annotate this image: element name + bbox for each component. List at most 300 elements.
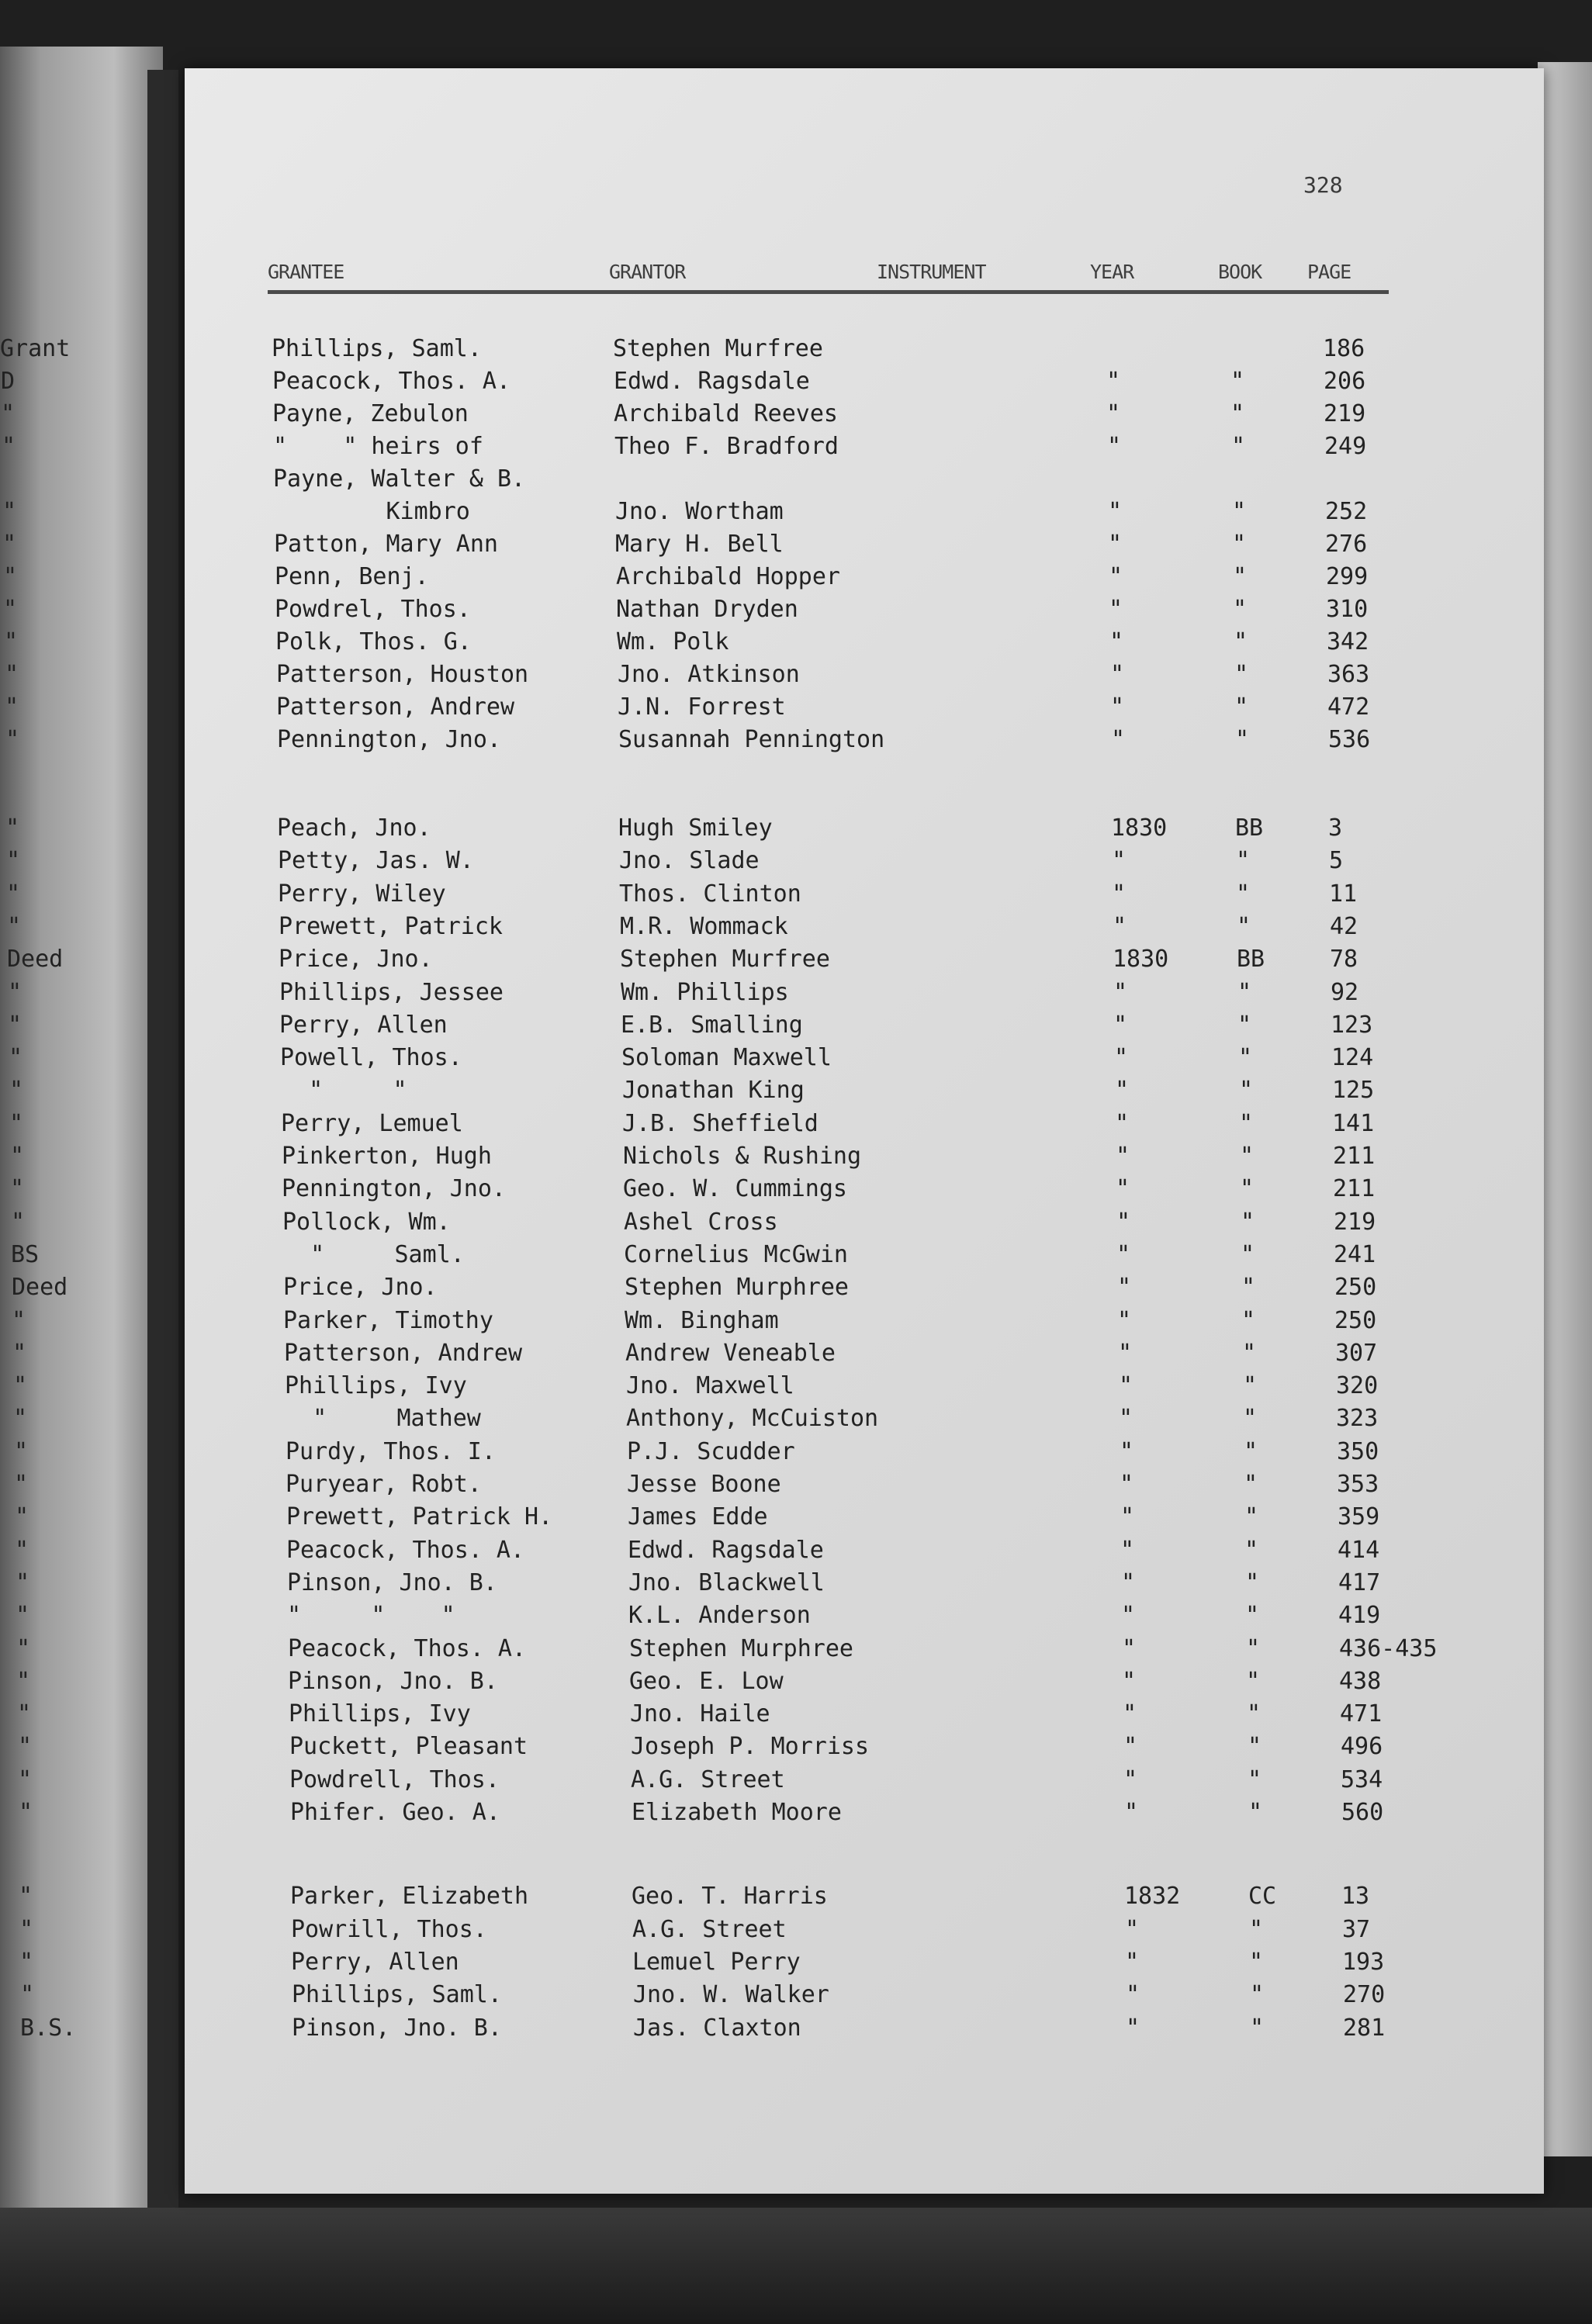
cell-book: " <box>1237 1011 1252 1039</box>
cell-grantee: Peach, Jno. <box>277 814 431 842</box>
cell-instrument: B.S. <box>20 2014 77 2042</box>
cell-book: " <box>1244 1536 1259 1564</box>
cell-book: " <box>1243 1372 1258 1400</box>
table-row <box>0 1635 1592 1666</box>
table-row <box>0 913 1592 944</box>
cell-grantee: Phillips, Saml. <box>292 1981 502 2009</box>
cell-page: 5 <box>1329 847 1344 875</box>
cell-grantee: Powdrell, Thos. <box>289 1765 500 1793</box>
cell-grantor: A.G. Street <box>632 1915 787 1943</box>
cell-grantee: Puckett, Pleasant <box>289 1733 528 1761</box>
cell-page: 438 <box>1339 1667 1382 1695</box>
cell-page: 359 <box>1338 1503 1380 1531</box>
cell-grantor: Jas. Claxton <box>633 2014 801 2042</box>
cell-page: 141 <box>1332 1109 1375 1137</box>
cell-instrument: " <box>1 400 16 427</box>
cell-instrument: " <box>12 1306 26 1334</box>
table-row <box>0 1733 1592 1764</box>
cell-book: " <box>1244 1503 1259 1531</box>
table-row <box>0 563 1592 594</box>
cell-grantee: Perry, Lemuel <box>281 1109 463 1137</box>
cell-year: " <box>1115 1077 1130 1105</box>
cell-instrument: " <box>13 1405 28 1433</box>
cell-grantor: Anthony, McCuiston <box>626 1405 879 1433</box>
cell-grantee: Pinkerton, Hugh <box>282 1143 492 1170</box>
cell-page: 37 <box>1342 1915 1371 1943</box>
cell-page: 3 <box>1328 814 1343 842</box>
cell-book: " <box>1231 433 1246 460</box>
table-row <box>0 1471 1592 1502</box>
cell-year: " <box>1116 1208 1131 1236</box>
table-row <box>0 1012 1592 1043</box>
cell-year: " <box>1119 1405 1133 1433</box>
cell-instrument: " <box>14 1471 29 1498</box>
table-row <box>0 465 1592 496</box>
table-row <box>0 1700 1592 1731</box>
cell-grantor: Andrew Veneable <box>625 1339 836 1367</box>
cell-instrument: " <box>12 1339 27 1367</box>
cell-instrument: " <box>2 498 17 525</box>
cell-grantor: K.L. Anderson <box>628 1602 811 1630</box>
cell-grantee: " " " <box>287 1602 455 1630</box>
cell-year: " <box>1117 1274 1132 1302</box>
cell-grantor: Stephen Murphree <box>629 1634 853 1662</box>
cell-grantor: Jno. Blackwell <box>628 1568 825 1596</box>
cell-grantee: " " heirs of <box>273 433 483 460</box>
cell-year: " <box>1123 1765 1138 1793</box>
table-row <box>0 1175 1592 1206</box>
cell-book: " <box>1237 912 1251 940</box>
cell-grantee: Phillips, Ivy <box>289 1700 471 1728</box>
cell-instrument: " <box>14 1437 29 1465</box>
table-row <box>0 1668 1592 1699</box>
cell-grantee: Peacock, Thos. A. <box>272 368 511 395</box>
cell-year: " <box>1113 912 1127 940</box>
cell-grantee: Powell, Thos. <box>280 1044 462 1072</box>
cell-page: 206 <box>1324 368 1366 395</box>
table-row <box>0 1503 1592 1534</box>
cell-grantor: Jno. Wortham <box>615 498 784 525</box>
cell-page: 92 <box>1331 978 1359 1006</box>
cell-instrument: " <box>5 693 19 721</box>
cell-page: 124 <box>1331 1044 1374 1072</box>
cell-book: " <box>1234 693 1249 721</box>
cell-grantor: Nathan Dryden <box>616 596 798 623</box>
cell-grantee: Purdy, Thos. I. <box>286 1437 496 1465</box>
cell-instrument: " <box>5 726 20 753</box>
cell-instrument: " <box>10 1143 25 1170</box>
cell-grantee: Puryear, Robt. <box>286 1471 482 1498</box>
cell-instrument: " <box>16 1602 30 1630</box>
cell-page: 307 <box>1335 1339 1378 1367</box>
cell-book: " <box>1248 1733 1262 1761</box>
cell-book: " <box>1233 563 1248 590</box>
cell-year: " <box>1125 1948 1140 1976</box>
table-row <box>0 1209 1592 1240</box>
cell-grantee: Pollock, Wm. <box>282 1208 451 1236</box>
cell-book: " <box>1246 1634 1261 1662</box>
cell-instrument: " <box>8 1011 22 1039</box>
cell-book: " <box>1233 596 1248 623</box>
cell-page: 342 <box>1327 628 1369 655</box>
table-row <box>0 368 1592 399</box>
table-row <box>0 1405 1592 1436</box>
cell-year: " <box>1110 661 1125 688</box>
cell-book: " <box>1232 498 1247 525</box>
header-book: BOOK <box>1218 261 1262 283</box>
cell-book: " <box>1238 1044 1253 1072</box>
cell-grantor: M.R. Wommack <box>620 912 788 940</box>
cell-instrument: " <box>16 1634 31 1662</box>
cell-book: " <box>1232 531 1247 558</box>
table-row <box>0 1044 1592 1075</box>
cell-grantee: Patterson, Andrew <box>284 1339 523 1367</box>
cell-grantee: Patton, Mary Ann <box>274 531 498 558</box>
cell-grantee: Price, Jno. <box>279 946 433 974</box>
cell-page: 241 <box>1334 1240 1376 1268</box>
cell-grantor: Geo. W. Cummings <box>623 1175 847 1203</box>
cell-year: 1830 <box>1113 946 1169 974</box>
cell-page: 186 <box>1323 335 1365 362</box>
table-row <box>0 1110 1592 1141</box>
table-row <box>0 1981 1592 2012</box>
cell-page: 11 <box>1329 880 1358 908</box>
table-row <box>0 1949 1592 1980</box>
cell-year: " <box>1125 1915 1140 1943</box>
cell-instrument: " <box>9 1044 23 1072</box>
cell-year: " <box>1121 1568 1136 1596</box>
cell-year: " <box>1122 1667 1137 1695</box>
cell-year: " <box>1112 880 1127 908</box>
cell-grantor: Geo. T. Harris <box>632 1883 828 1911</box>
header-year: YEAR <box>1090 261 1134 283</box>
table-row <box>0 661 1592 692</box>
cell-book: " <box>1242 1339 1257 1367</box>
cell-year: " <box>1109 628 1124 655</box>
cell-instrument: " <box>16 1568 30 1596</box>
cell-year: " <box>1126 1981 1140 2009</box>
cell-year: " <box>1116 1240 1131 1268</box>
cell-book: " <box>1241 1274 1256 1302</box>
cell-page: 211 <box>1333 1143 1376 1170</box>
cell-book: " <box>1249 1948 1264 1976</box>
cell-instrument: " <box>8 978 22 1006</box>
cell-grantor: Jno. Slade <box>619 847 760 875</box>
cell-grantee: Prewett, Patrick H. <box>286 1503 553 1531</box>
cell-page: 472 <box>1327 693 1370 721</box>
cell-page: 299 <box>1326 563 1369 590</box>
cell-page: 320 <box>1336 1372 1379 1400</box>
cell-year: " <box>1121 1602 1136 1630</box>
cell-grantee: Pennington, Jno. <box>277 726 501 753</box>
cell-instrument: " <box>6 880 21 908</box>
cell-year: " <box>1118 1339 1133 1367</box>
cell-grantee: Payne, Zebulon <box>272 400 469 427</box>
cell-instrument: BS <box>11 1240 40 1268</box>
cell-grantee: Powrill, Thos. <box>291 1915 487 1943</box>
cell-book: " <box>1241 1306 1256 1334</box>
cell-page: 250 <box>1334 1306 1377 1334</box>
cell-book: " <box>1248 1765 1262 1793</box>
cell-grantor: Jno. Haile <box>630 1700 770 1728</box>
cell-page: 350 <box>1337 1437 1379 1465</box>
cell-grantor: Geo. E. Low <box>629 1667 784 1695</box>
cell-instrument: " <box>19 1915 34 1943</box>
cell-grantee: " Mathew <box>285 1405 481 1433</box>
cell-grantee: Phifer. Geo. A. <box>290 1799 500 1826</box>
table-row <box>0 847 1592 878</box>
cell-book: " <box>1246 1667 1261 1695</box>
cell-book: BB <box>1237 946 1265 974</box>
cell-grantee: Parker, Timothy <box>283 1306 493 1334</box>
cell-book: " <box>1241 1208 1255 1236</box>
cell-instrument: " <box>15 1536 29 1564</box>
cell-page: 219 <box>1334 1208 1376 1236</box>
cell-instrument: Deed <box>7 946 64 974</box>
cell-grantee: Phillips, Ivy <box>285 1372 467 1400</box>
cell-year: " <box>1120 1471 1134 1498</box>
cell-instrument: " <box>16 1667 31 1695</box>
table-row <box>0 946 1592 977</box>
cell-grantee: Powdrel, Thos. <box>275 596 471 623</box>
cell-grantee: Patterson, Houston <box>276 661 529 688</box>
cell-page: 536 <box>1328 726 1371 753</box>
cell-book: " <box>1239 1077 1254 1105</box>
table-row <box>0 979 1592 1010</box>
cell-grantor: Theo F. Bradford <box>614 433 839 460</box>
cell-year: " <box>1106 400 1121 427</box>
cell-instrument: " <box>6 847 21 875</box>
cell-instrument: D <box>1 368 16 395</box>
cell-year: " <box>1119 1372 1133 1400</box>
cell-instrument: " <box>17 1700 32 1728</box>
cell-book: " <box>1237 978 1252 1006</box>
cell-year: " <box>1114 1044 1129 1072</box>
cell-instrument: " <box>18 1765 33 1793</box>
cell-instrument: " <box>2 433 16 460</box>
cell-book: " <box>1235 726 1250 753</box>
cell-grantor: Archibald Reeves <box>614 400 838 427</box>
cell-grantee: Parker, Elizabeth <box>290 1883 529 1911</box>
cell-instrument: " <box>10 1175 25 1203</box>
cell-book: " <box>1244 1471 1258 1498</box>
cell-book: " <box>1249 1915 1264 1943</box>
cell-year: " <box>1113 1011 1128 1039</box>
cell-grantor: Wm. Bingham <box>625 1306 779 1334</box>
cell-year: " <box>1124 1799 1139 1826</box>
cell-grantee: Pennington, Jno. <box>282 1175 506 1203</box>
table-row <box>0 1438 1592 1469</box>
table-row <box>0 596 1592 627</box>
cell-grantor: A.G. Street <box>631 1765 785 1793</box>
cell-page: 219 <box>1324 400 1366 427</box>
cell-instrument: " <box>11 1208 26 1236</box>
cell-grantee: Pinson, Jno. B. <box>287 1568 497 1596</box>
table-row <box>0 335 1592 366</box>
table-row <box>0 1799 1592 1830</box>
cell-book: " <box>1234 628 1248 655</box>
table-row <box>0 1766 1592 1797</box>
cell-year: " <box>1123 1733 1138 1761</box>
cell-grantor: J.N. Forrest <box>618 693 786 721</box>
cell-grantor: Jno. W. Walker <box>633 1981 829 2009</box>
cell-grantee: Payne, Walter & B. <box>273 465 526 493</box>
header-grantee: GRANTEE <box>268 261 344 283</box>
cell-grantee: Peacock, Thos. A. <box>286 1536 525 1564</box>
cell-page: 310 <box>1326 596 1369 623</box>
cell-page: 252 <box>1325 498 1368 525</box>
cell-page: 419 <box>1338 1602 1381 1630</box>
cell-year: " <box>1120 1503 1135 1531</box>
cell-instrument: Grant <box>0 335 71 362</box>
cell-year: " <box>1108 531 1123 558</box>
cell-year: " <box>1116 1143 1130 1170</box>
cell-book: " <box>1250 1981 1265 2009</box>
cell-grantor: Jonathan King <box>622 1077 805 1105</box>
cell-year: 1832 <box>1124 1883 1181 1911</box>
cell-grantee: Phillips, Saml. <box>272 335 482 362</box>
cell-year: " <box>1122 1634 1137 1662</box>
cell-book: " <box>1230 368 1245 395</box>
cell-year: " <box>1120 1437 1134 1465</box>
cell-book: " <box>1241 1240 1255 1268</box>
cell-page: 323 <box>1336 1405 1379 1433</box>
cell-grantee: Prewett, Patrick <box>279 912 503 940</box>
cell-grantor: Archibald Hopper <box>616 563 840 590</box>
cell-instrument: " <box>20 1981 35 2009</box>
cell-page: 270 <box>1343 1981 1386 2009</box>
cell-instrument: " <box>2 531 17 558</box>
cell-grantee: Price, Jno. <box>283 1274 438 1302</box>
table-row <box>0 2014 1592 2046</box>
cell-grantor: Ashel Cross <box>624 1208 778 1236</box>
cell-page: 13 <box>1341 1883 1370 1911</box>
cell-book: CC <box>1248 1883 1277 1911</box>
cell-grantee: Perry, Allen <box>291 1948 459 1976</box>
cell-grantor: Stephen Murfree <box>620 946 830 974</box>
cell-year: " <box>1117 1306 1132 1334</box>
cell-year: " <box>1108 498 1123 525</box>
table-row <box>0 1274 1592 1305</box>
cell-year: " <box>1111 726 1126 753</box>
cell-instrument: " <box>19 1799 33 1826</box>
cell-grantor: E.B. Smalling <box>621 1011 803 1039</box>
cell-grantor: Edwd. Ragsdale <box>614 368 810 395</box>
cell-grantor: Susannah Pennington <box>618 726 885 753</box>
cell-book: " <box>1236 880 1251 908</box>
cell-page: 363 <box>1327 661 1370 688</box>
cell-instrument: " <box>15 1503 29 1531</box>
cell-grantee: Perry, Wiley <box>278 880 446 908</box>
cell-page: 123 <box>1331 1011 1373 1039</box>
table-row <box>0 1372 1592 1403</box>
cell-page: 496 <box>1341 1733 1383 1761</box>
table-row <box>0 1241 1592 1272</box>
cell-instrument: " <box>5 661 19 688</box>
cell-page: 436-435 <box>1339 1634 1438 1662</box>
cell-grantor: Thos. Clinton <box>619 880 801 908</box>
cell-grantee: Polk, Thos. G. <box>275 628 472 655</box>
cell-grantee: Patterson, Andrew <box>276 693 515 721</box>
cell-book: " <box>1230 400 1245 427</box>
cell-grantee: " Saml. <box>282 1240 465 1268</box>
table-row <box>0 1537 1592 1568</box>
cell-grantee: Pinson, Jno. B. <box>292 2014 502 2042</box>
cell-instrument: " <box>3 563 18 590</box>
cell-year: " <box>1112 847 1127 875</box>
cell-year: " <box>1123 1700 1137 1728</box>
cell-grantor: Soloman Maxwell <box>621 1044 832 1072</box>
table-row <box>0 1077 1592 1108</box>
cell-grantee: " " <box>281 1077 407 1105</box>
table-row <box>0 880 1592 911</box>
cell-year: " <box>1113 978 1128 1006</box>
cell-book: " <box>1240 1175 1255 1203</box>
cell-page: 414 <box>1338 1536 1380 1564</box>
cell-grantor: Hugh Smiley <box>618 814 773 842</box>
cell-instrument: " <box>9 1077 24 1105</box>
cell-page: 250 <box>1334 1274 1377 1302</box>
cell-grantor: Jesse Boone <box>627 1471 781 1498</box>
cell-book: " <box>1243 1405 1258 1433</box>
cell-grantor: Wm. Phillips <box>621 978 789 1006</box>
table-row <box>0 433 1592 464</box>
cell-book: " <box>1240 1143 1255 1170</box>
cell-page: 417 <box>1338 1568 1381 1596</box>
cell-instrument: " <box>19 1948 34 1976</box>
header-page: PAGE <box>1307 261 1351 283</box>
cell-grantor: Mary H. Bell <box>615 531 784 558</box>
cell-grantee: Perry, Allen <box>279 1011 448 1039</box>
cell-book: " <box>1245 1602 1260 1630</box>
cell-instrument: " <box>19 1883 33 1911</box>
cell-book: " <box>1248 1799 1263 1826</box>
cell-grantor: Lemuel Perry <box>632 1948 801 1976</box>
cell-grantor: Joseph P. Morriss <box>631 1733 870 1761</box>
cell-instrument: " <box>3 596 18 623</box>
cell-grantor: J.B. Sheffield <box>622 1109 818 1137</box>
table-row <box>0 1569 1592 1600</box>
table-row <box>0 628 1592 659</box>
table-row <box>0 498 1592 529</box>
table-row <box>0 1340 1592 1371</box>
cell-year: 1830 <box>1111 814 1168 842</box>
cell-grantor: Stephen Murfree <box>613 335 823 362</box>
cell-year: " <box>1110 693 1125 721</box>
cell-grantor: Cornelius McGwin <box>624 1240 848 1268</box>
cell-page: 211 <box>1333 1175 1376 1203</box>
cell-year: " <box>1106 368 1121 395</box>
table-row <box>0 400 1592 431</box>
cell-book: " <box>1236 847 1251 875</box>
cell-grantee: Petty, Jas. W. <box>278 847 474 875</box>
table-row <box>0 726 1592 757</box>
cell-grantor: Wm. Polk <box>617 628 729 655</box>
table-row <box>0 1883 1592 1914</box>
cell-instrument: " <box>13 1372 28 1400</box>
cell-grantee: Kimbro <box>274 498 470 525</box>
cell-grantor: Nichols & Rushing <box>623 1143 862 1170</box>
cell-book: " <box>1244 1437 1258 1465</box>
cell-book: BB <box>1235 814 1264 842</box>
cell-year: " <box>1115 1109 1130 1137</box>
cell-grantee: Peacock, Thos. A. <box>288 1634 527 1662</box>
table-row <box>0 1602 1592 1633</box>
cell-year: " <box>1116 1175 1130 1203</box>
cell-year: " <box>1126 2014 1140 2042</box>
cell-instrument: " <box>5 814 20 842</box>
table-row <box>0 1143 1592 1174</box>
